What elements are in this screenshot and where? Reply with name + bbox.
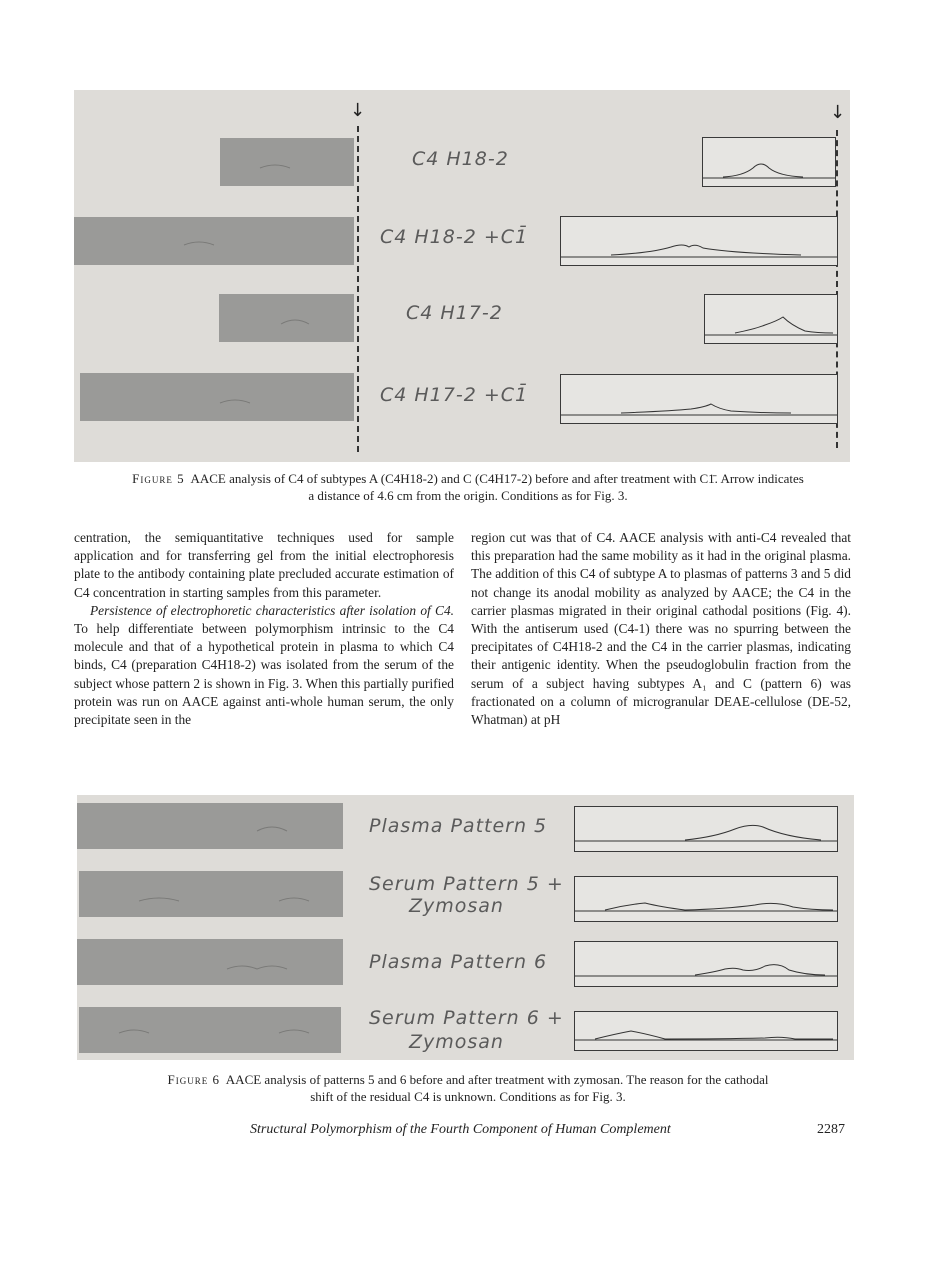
densitometer-trace: [574, 806, 838, 852]
row-label: C4 H17-2 +C1̄: [380, 384, 529, 406]
gel-strip: [219, 294, 354, 342]
densitometer-trace: [560, 216, 838, 266]
densitometer-trace: [560, 374, 838, 424]
gel-strip: [220, 138, 354, 186]
caption-text: AACE analysis of C4 of subtypes A (C4H18-2) and C (C4H17-2) before and after treatment with C1̄. Arrow indicates a distance of 4.6 cm from the origin. Conditions as for Fig. 3.: [190, 471, 804, 503]
running-title: Structural Polymorphism of the Fourth Component of Human Complement: [250, 1122, 671, 1137]
row-label: Plasma Pattern 5: [369, 815, 548, 837]
figure-6-image: [77, 795, 854, 1060]
origin-marker-left: [357, 126, 359, 452]
figure-5-image: [74, 90, 850, 462]
row-label: Plasma Pattern 6: [369, 951, 548, 973]
paragraph-heading: Persistence of electrophoretic characteristics after isolation of C4.: [90, 602, 454, 618]
paragraph-text: To help differentiate between polymorphism intrinsic to the C4 molecule and that of a hypothetical protein in plasma to which C4 binds, C4 (preparation C4H18-2) was isolated from the serum of the subject whose pattern 2 is shown in Fig. 3. When this partially purified protein was run on AACE against anti-whole human serum, the only precipitate seen in the: [74, 621, 454, 728]
gel-strip: [79, 1007, 341, 1053]
page-number: 2287: [817, 1122, 845, 1137]
figure-label: Figure 6: [167, 1072, 220, 1087]
gel-strip: [77, 803, 343, 849]
right-text-column: [471, 529, 851, 729]
row-label: Serum Pattern 6 +: [369, 1007, 564, 1029]
figure-label: Figure 5: [132, 471, 185, 486]
gel-strip: [74, 217, 354, 265]
row-label: C4 H18-2 +C1̄: [380, 226, 529, 248]
densitometer-trace: [702, 137, 836, 187]
gel-strip: [80, 373, 354, 421]
caption-text: AACE analysis of patterns 5 and 6 before and after treatment with zymosan. The reason for the cathodal shift of the residual C4 is unknown. Conditions as for Fig. 3.: [225, 1072, 769, 1104]
left-text-column: [74, 529, 454, 729]
densitometer-trace: [704, 294, 838, 344]
gel-strip: [79, 871, 343, 917]
row-label: Serum Pattern 5 +: [369, 873, 564, 895]
origin-arrow-right-icon: ↓: [830, 102, 846, 123]
densitometer-trace: [574, 876, 838, 922]
gel-strip: [77, 939, 343, 985]
densitometer-trace: [574, 941, 838, 987]
densitometer-trace: [574, 1011, 838, 1051]
row-label-line2: Zymosan: [409, 1031, 504, 1053]
row-label-line2: Zymosan: [409, 895, 504, 917]
origin-arrow-left-icon: ↓: [350, 100, 366, 121]
paragraph: [74, 602, 454, 729]
row-label: C4 H17-2: [406, 302, 503, 324]
figure-5-caption: [130, 470, 806, 504]
figure-6-caption: [160, 1071, 776, 1105]
row-label: C4 H18-2: [412, 148, 509, 170]
paragraph: region cut was that of C4. AACE analysis with anti-C4 revealed that this preparation had the same mobility as it had in the original plasma. The addition of this C4 of subtype A to plasmas of patterns 3 and 5 did not change its anodal mobility as analyzed by AACE; the C4 in the carrier plasmas migrated in their original cathodal positions (Fig. 4). With the antiserum used (C4-1) there was no spurring between the precipitates of C4H18-2 and the C4 in the carrier plasmas, indicating their antigenic identity. When the pseudoglobulin fraction from the serum of a subject having subtypes A₁ and C (pattern 6) was fractionated on a column of microgranular DEAE-cellulose (DE-52, Whatman) at pH: [471, 530, 851, 728]
paragraph: centration, the semiquantitative techniques used for sample application and for transferring gel from the initial electrophoresis plate to the antibody containing plate precluded accurate estimation of C4 concentration in starting samples from this parameter.: [74, 530, 454, 600]
